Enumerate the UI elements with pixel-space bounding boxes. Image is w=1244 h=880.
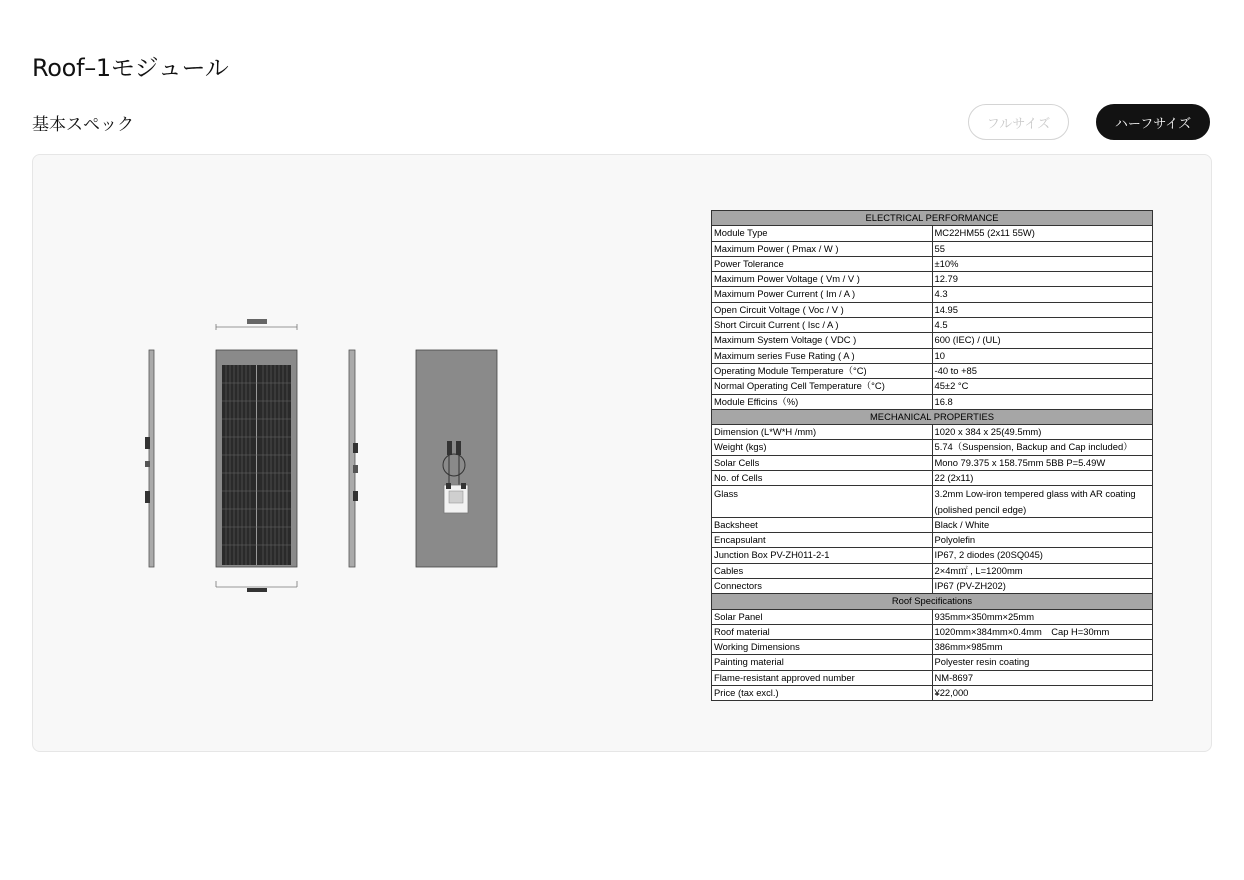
table-row: Working Dimensions 386mm×985mm — [712, 640, 1153, 655]
table-row: Open Circuit Voltage ( Voc / V ) 14.95 — [712, 302, 1153, 317]
table-row: Price (tax excl.) ¥22,000 — [712, 686, 1153, 701]
table-row: Module Type MC22HM55 (2x11 55W) — [712, 226, 1153, 241]
table-row: Maximum System Voltage ( VDC ) 600 (IEC) / (UL) — [712, 333, 1153, 348]
table-row: Maximum Power ( Pmax / W ) 55 — [712, 241, 1153, 256]
side-view-right — [349, 350, 358, 567]
table-row: Operating Module Temperature（°C) -40 to +85 — [712, 363, 1153, 378]
glass-value-line-2: (polished pencil edge) — [934, 503, 1027, 515]
table-row: Roof material 1020mm×384mm×0.4mm Cap H=30mm — [712, 624, 1153, 639]
table-row: Flame-resistant approved number NM-8697 — [712, 670, 1153, 685]
glass-value-line-1: 3.2mm Low-iron tempered glass with AR coating — [934, 488, 1136, 500]
section-header: Roof Specifications — [712, 594, 1153, 609]
table-row: Solar Cells Mono 79.375 x 158.75mm 5BB P=5.49W — [712, 455, 1153, 470]
bottom-dimension — [216, 581, 297, 592]
section-title: 基本スペック — [32, 115, 134, 135]
table-row: Junction Box PV-ZH011-2-1 IP67, 2 diodes (20SQ045) — [712, 548, 1153, 563]
table-row: Glass 3.2mm Low-iron tempered glass with AR coating (polished pencil edge) — [712, 486, 1153, 517]
table-row: Encapsulant Polyolefin — [712, 533, 1153, 548]
table-row: Dimension (L*W*H /mm) 1020 x 384 x 25(49.5mm) — [712, 425, 1153, 440]
table-row: Weight (kgs) 5.74（Suspension, Backup and Cap included） — [712, 440, 1153, 455]
top-dimension — [216, 319, 297, 330]
table-row: Short Circuit Current ( Isc / A ) 4.5 — [712, 318, 1153, 333]
section-header: ELECTRICAL PERFORMANCE — [712, 211, 1153, 226]
page-title: Roof–1モジュール — [32, 54, 229, 82]
table-row: Cables 2×4m㎡ , L=1200mm — [712, 563, 1153, 578]
table-row: Maximum Power Current ( Im / A ) 4.3 — [712, 287, 1153, 302]
table-row: Painting material Polyester resin coating — [712, 655, 1153, 670]
spec-panel — [32, 154, 1212, 752]
table-row: Solar Panel 935mm×350mm×25mm — [712, 609, 1153, 624]
table-row: Connectors IP67 (PV-ZH202) — [712, 578, 1153, 593]
table-row: No. of Cells 22 (2x11) — [712, 471, 1153, 486]
section-header: MECHANICAL PROPERTIES — [712, 409, 1153, 424]
full-size-button[interactable]: フルサイズ — [968, 104, 1069, 140]
spec-table — [711, 210, 1153, 701]
table-row: Power Tolerance ±10% — [712, 256, 1153, 271]
side-view-left — [145, 350, 154, 567]
half-size-button[interactable]: ハーフサイズ — [1096, 104, 1210, 140]
table-row: Module Efficins（%) 16.8 — [712, 394, 1153, 409]
table-row: Maximum Power Voltage ( Vm / V ) 12.79 — [712, 272, 1153, 287]
table-row: Backsheet Black / White — [712, 517, 1153, 532]
rear-view — [416, 350, 497, 567]
table-row: Maximum series Fuse Rating ( A ) 10 — [712, 348, 1153, 363]
size-toggle — [968, 104, 1210, 140]
front-view — [216, 350, 297, 567]
table-row: Normal Operating Cell Temperature（°C) 45±2 °C — [712, 379, 1153, 394]
solar-module-drawing — [143, 315, 503, 595]
